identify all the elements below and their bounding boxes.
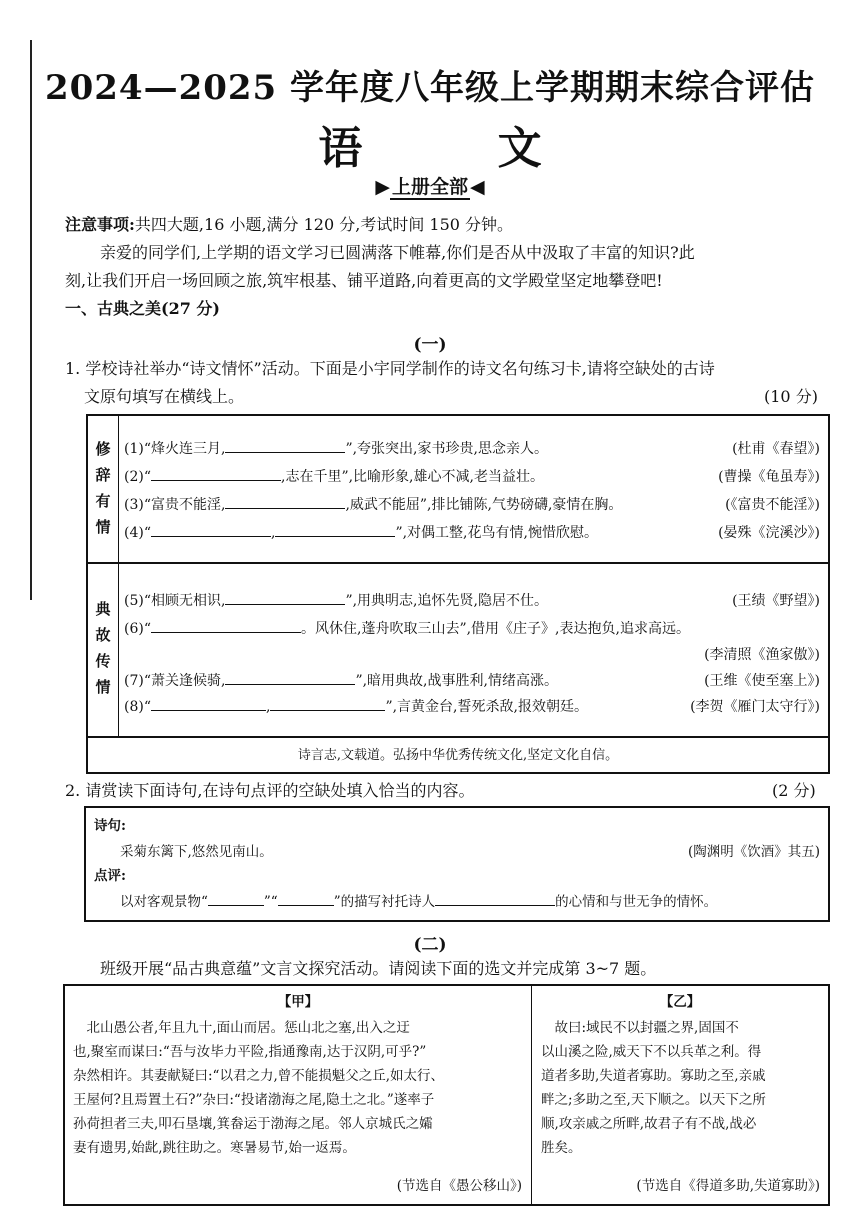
item-3-source: (《富贵不能淫》) — [725, 497, 820, 513]
poem-label: 诗句: — [94, 818, 126, 834]
card-motto: 诗言志,文载道。弘扬中华优秀传统文化,坚定文化自信。 — [297, 748, 619, 763]
answer-blank[interactable] — [208, 891, 264, 906]
answer-blank[interactable] — [225, 494, 345, 509]
q1-score: (10 分) — [764, 387, 818, 406]
yi-source: (节选自《得道多助,失道寡助》) — [636, 1178, 820, 1194]
part-one-heading: (一) — [413, 335, 447, 355]
triangle-left-icon: ◀ — [470, 176, 485, 198]
item-6-source: (李清照《渔家傲》) — [704, 647, 820, 663]
poem-line: 采菊东篱下,悠然见南山。 — [120, 844, 273, 860]
item-1-source: (杜甫《春望》) — [732, 441, 820, 457]
item-8: (8)“ , ”,言黄金台,誓死杀敌,报效朝廷。 — [124, 696, 588, 716]
comment-line: 以对客观景物“ ”“ ”的描写衬托诗人 的心情和与世无争的情怀。 — [120, 890, 717, 914]
comment-label: 点评: — [94, 868, 126, 884]
item-2-source: (曹操《龟虽寿》) — [718, 469, 820, 485]
answer-blank[interactable] — [151, 696, 266, 711]
answer-blank[interactable] — [270, 696, 385, 711]
jia-title: 【甲】 — [277, 994, 319, 1010]
item-5: (5)“相顾无相识, ”,用典明志,追怀先贤,隐居不仕。 — [124, 590, 548, 610]
subject-title: 语 文 — [318, 123, 602, 174]
answer-blank[interactable] — [275, 522, 395, 537]
item-2: (2)“ ,志在千里”,比喻形象,雄心不减,老当益壮。 — [124, 466, 544, 486]
yi-title: 【乙】 — [659, 994, 701, 1010]
group-label-allusion: 典 故 传 情 — [95, 600, 111, 696]
card-column-divider — [118, 416, 119, 736]
notes-text: 共四大题,16 小题,满分 120 分,考试时间 150 分钟。 — [134, 215, 514, 234]
item-7-source: (王维《使至塞上》) — [704, 673, 820, 689]
answer-blank[interactable] — [225, 670, 355, 685]
intro-line-2: 刻,让我们开启一场回顾之旅,筑牢根基、铺平道路,向着更高的文学殿堂坚定地攀登吧! — [65, 271, 663, 290]
scope-label — [0, 172, 860, 199]
answer-blank[interactable] — [435, 891, 555, 906]
card-footer-divider — [88, 736, 828, 738]
yi-text: 故曰:域民不以封疆之界,固国不 以山溪之险,威天下不以兵革之利。得 道者多助,失道者寡助。寡助之至,亲戚 畔之;多助之至,天下顺之。以天下之所 顺,攻亲戚之所畔,故君子有不战,战必 胜矣。 — [541, 1020, 766, 1156]
recitation-card — [86, 414, 830, 774]
part-two-heading: (二) — [413, 935, 447, 955]
classical-text-box — [63, 984, 830, 1206]
poem-comment-box — [84, 806, 830, 922]
item-1: (1)“烽火连三月, ”,夸张突出,家书珍贵,思念亲人。 — [124, 438, 548, 458]
item-8-source: (李贺《雁门太守行》) — [690, 699, 820, 715]
q1-line-2: 文原句填写在横线上。 — [84, 387, 245, 406]
item-4: (4)“ , ”,对偶工整,花鸟有情,惋惜欣慰。 — [124, 522, 598, 542]
answer-blank[interactable] — [151, 618, 301, 633]
group-label-rhetoric: 修 辞 有 情 — [95, 440, 111, 536]
answer-blank[interactable] — [151, 522, 271, 537]
triangle-right-icon: ▶ — [375, 176, 390, 198]
section-heading: 一、古典之美(27 分) — [65, 299, 220, 318]
answer-blank[interactable] — [151, 466, 281, 481]
text-column-divider — [531, 986, 532, 1204]
answer-blank[interactable] — [225, 590, 345, 605]
item-3: (3)“富贵不能淫, ,威武不能屈”,排比铺陈,气势磅礴,豪情在胸。 — [124, 494, 622, 514]
intro-line-1: 亲爱的同学们,上学期的语文学习已圆满落下帷幕,你们是否从中汲取了丰富的知识?此 — [100, 243, 695, 262]
item-4-source: (晏殊《浣溪沙》) — [718, 525, 820, 541]
q2-score: (2 分) — [772, 781, 816, 800]
jia-text: 北山愚公者,年且九十,面山而居。惩山北之塞,出入之迂 也,聚室而谋曰:“吾与汝毕力平险,指通豫南,达于汉阴,可乎?” 杂然相许。其妻献疑曰:“以君之力,曾不能损魁父之丘,如太行、 王屋何?且焉置土石?”杂曰:“投诸渤海之尾,隐土之北。”遂率子 孙荷担者三夫,叩石垦壤,箕畚运于渤海之尾。邻人京城氏之孀 妻有遗男,始龀,跳往助之。寒暑易节,始一返焉。 — [73, 1020, 445, 1156]
q1-line-1: 1. 学校诗社举办“诗文情怀”活动。下面是小宇同学制作的诗文名句练习卡,请将空缺处的古诗 — [65, 359, 715, 378]
q2-prompt: 2. 请赏读下面诗句,在诗句点评的空缺处填入恰当的内容。 — [65, 781, 475, 800]
item-5-source: (王绩《野望》) — [732, 593, 820, 609]
part-two-intro: 班级开展“品古典意蕴”文言文探究活动。请阅读下面的选文并完成第 3~7 题。 — [100, 959, 657, 978]
notes-label: 注意事项: — [65, 215, 135, 234]
notes — [65, 212, 513, 238]
jia-source: (节选自《愚公移山》) — [396, 1178, 522, 1194]
page-title: 2024—2025 学年度八年级上学期期末综合评估 — [44, 68, 816, 108]
answer-blank[interactable] — [278, 891, 334, 906]
item-6: (6)“ 。风休住,蓬舟吹取三山去”,借用《庄子》,表达抱负,追求高远。 — [124, 618, 690, 638]
item-7: (7)“萧关逢候骑, ”,暗用典故,战事胜利,情绪高涨。 — [124, 670, 558, 690]
answer-blank[interactable] — [225, 438, 345, 453]
card-row-divider — [88, 562, 828, 564]
poem-source: (陶渊明《饮酒》其五) — [687, 844, 820, 860]
scope-text: 上册全部 — [391, 176, 468, 198]
